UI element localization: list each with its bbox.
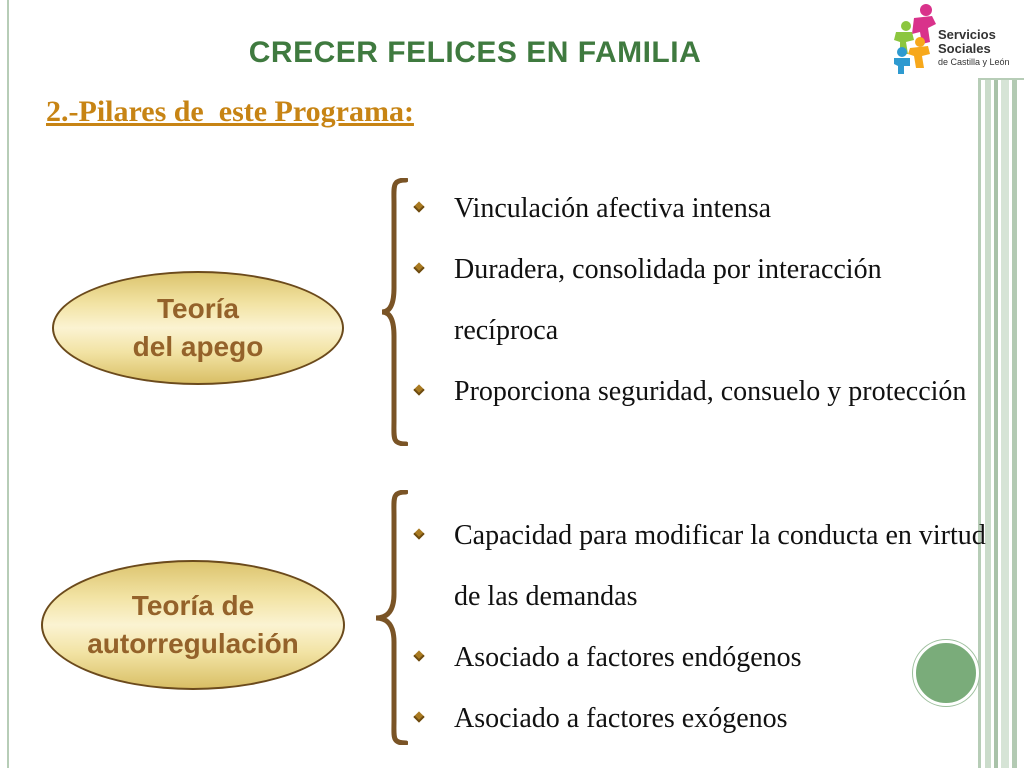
diamond-bullet-icon [413, 384, 424, 395]
decorative-stripe [1001, 78, 1009, 768]
list-item: Asociado a factores exógenos [408, 688, 988, 749]
pillar-oval-autorregulacion [41, 560, 345, 690]
diamond-bullet-icon [413, 528, 424, 539]
diamond-bullet-icon [413, 711, 424, 722]
pillar-label-line1: Teoría [157, 293, 239, 324]
pillar-bullet-list-autorregulacion [408, 505, 988, 749]
pillar-label-line2: del apego [132, 331, 264, 362]
logo-text [938, 28, 1024, 68]
left-border-line [7, 0, 9, 768]
logo-title: Servicios Sociales [938, 27, 996, 56]
logo-subtitle: de Castilla y León [938, 57, 1010, 67]
diamond-bullet-icon [413, 650, 424, 661]
decorative-rule [978, 78, 1024, 80]
pillar-label-line2: autorregulación [87, 628, 299, 659]
list-item: Proporciona seguridad, consuelo y protección [408, 361, 968, 422]
decorative-stripe [1012, 78, 1017, 768]
diamond-bullet-icon [413, 201, 424, 212]
decorative-stripe [994, 78, 998, 768]
slide-title: CRECER FELICES EN FAMILIA [248, 36, 702, 69]
pillar-oval-apego [52, 271, 344, 385]
diamond-bullet-icon [413, 262, 424, 273]
curly-brace-icon [378, 178, 408, 446]
curly-brace-icon [372, 490, 408, 745]
list-item: Duradera, consolidada por interacción recíproca [408, 239, 968, 361]
list-item: Capacidad para modificar la conducta en virtud de las demandas [408, 505, 988, 627]
list-item: Vinculación afectiva intensa [408, 178, 968, 239]
slide-subtitle: 2.-Pilares de este Programa: [46, 95, 414, 128]
list-item: Asociado a factores endógenos [408, 627, 988, 688]
pillar-bullet-list-apego [408, 178, 968, 422]
pillar-label-line1: Teoría de [131, 590, 255, 621]
